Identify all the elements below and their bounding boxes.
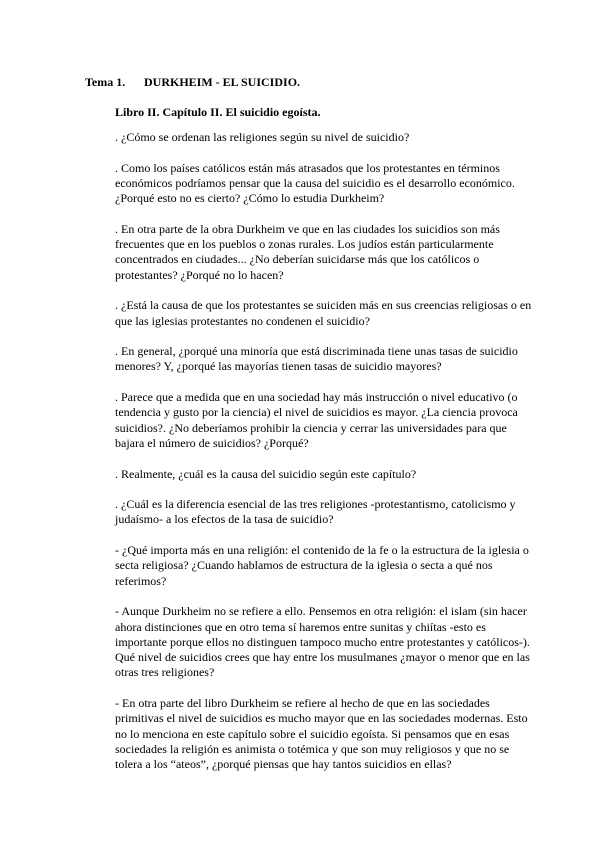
question-paragraph: . En general, ¿porqué una minoría que está discriminada tiene unas tasas de suicidio menores? Y, ¿porqué las mayorías tienen tasas de suicidio mayores? [115, 344, 518, 374]
section-subtitle: Libro II. Capítulo II. El suicidio egoísta. [115, 105, 321, 119]
question-paragraph: - Aunque Durkheim no se refiere a ello. Pensemos en otra religión: el islam (sin hacer ahora distinciones que en otro tema sí haremos entre sunitas y chiítas -esto es importante porque ellos no distinguen tampoco mucho entre protestantes y católicos-). Qué nivel de suicidios crees que hay entre los musulmanes ¿mayor o menor que en las otras tres religiones? [115, 604, 530, 680]
question-paragraph: . En otra parte de la obra Durkheim ve que en las ciudades los suicidios son más frecuentes que en los pueblos o zonas rurales. Los judíos están particularmente concentrados en ciudades... ¿No deberían suicidarse más que los católicos o protestantes? ¿Porqué no lo hacen? [115, 221, 500, 282]
question-paragraph: . ¿Está la causa de que los protestantes se suiciden más en sus creencias religiosas o en que las iglesias protestantes no condenen el suicidio? [115, 298, 532, 328]
question-paragraph: - En otra parte del libro Durkheim se refiere al hecho de que en las sociedades primitivas el nivel de suicidios es mucho mayor que en las sociedades modernas. Esto no lo menciona en este capítulo sobre el suicidio egoísta. Si pensamos que en esas sociedades la religión es animista o totémica y que son muy religiosos y que no se tolera a los “ateos”, ¿porqué piensas que hay tantos suicidios en ellas? [115, 695, 528, 772]
question-paragraph: . Parece que a medida que en una sociedad hay más instrucción o nivel educativo (o tendencia y gusto por la ciencia) el nivel de suicidios es mayor. ¿La ciencia provoca suicidios?. ¿No deberíamos prohibir la ciencia y cerrar las universidades para que bajara el número de suicidios? ¿Porqué? [115, 390, 518, 450]
question-paragraph: . Como los países católicos están más atrasados que los protestantes en términos económicos podríamos pensar que la causa del suicidio es el desarrollo económico. ¿Porqué esto no es cierto? ¿Cómo lo estudia Durkheim? [115, 160, 515, 206]
topic-number: Tema 1. [85, 75, 126, 89]
question-paragraph: - ¿Qué importa más en una religión: el contenido de la fe o la estructura de la iglesia o secta religiosa? ¿Cuando hablamos de estructura de la iglesia o secta a qué nos referimos? [115, 543, 529, 588]
question-paragraph: . ¿Cómo se ordenan las religiones según su nivel de suicidio? [115, 130, 410, 144]
question-paragraph: . Realmente, ¿cuál es la causa del suicidio según este capítulo? [115, 466, 417, 481]
question-list [115, 130, 533, 788]
document-header [85, 75, 300, 90]
document-title: DURKHEIM - EL SUICIDIO. [144, 75, 301, 89]
question-paragraph: . ¿Cuál es la diferencia esencial de las tres religiones -protestantismo, catolicismo y judaísmo- a los efectos de la tasa de suicidio? [115, 497, 516, 527]
